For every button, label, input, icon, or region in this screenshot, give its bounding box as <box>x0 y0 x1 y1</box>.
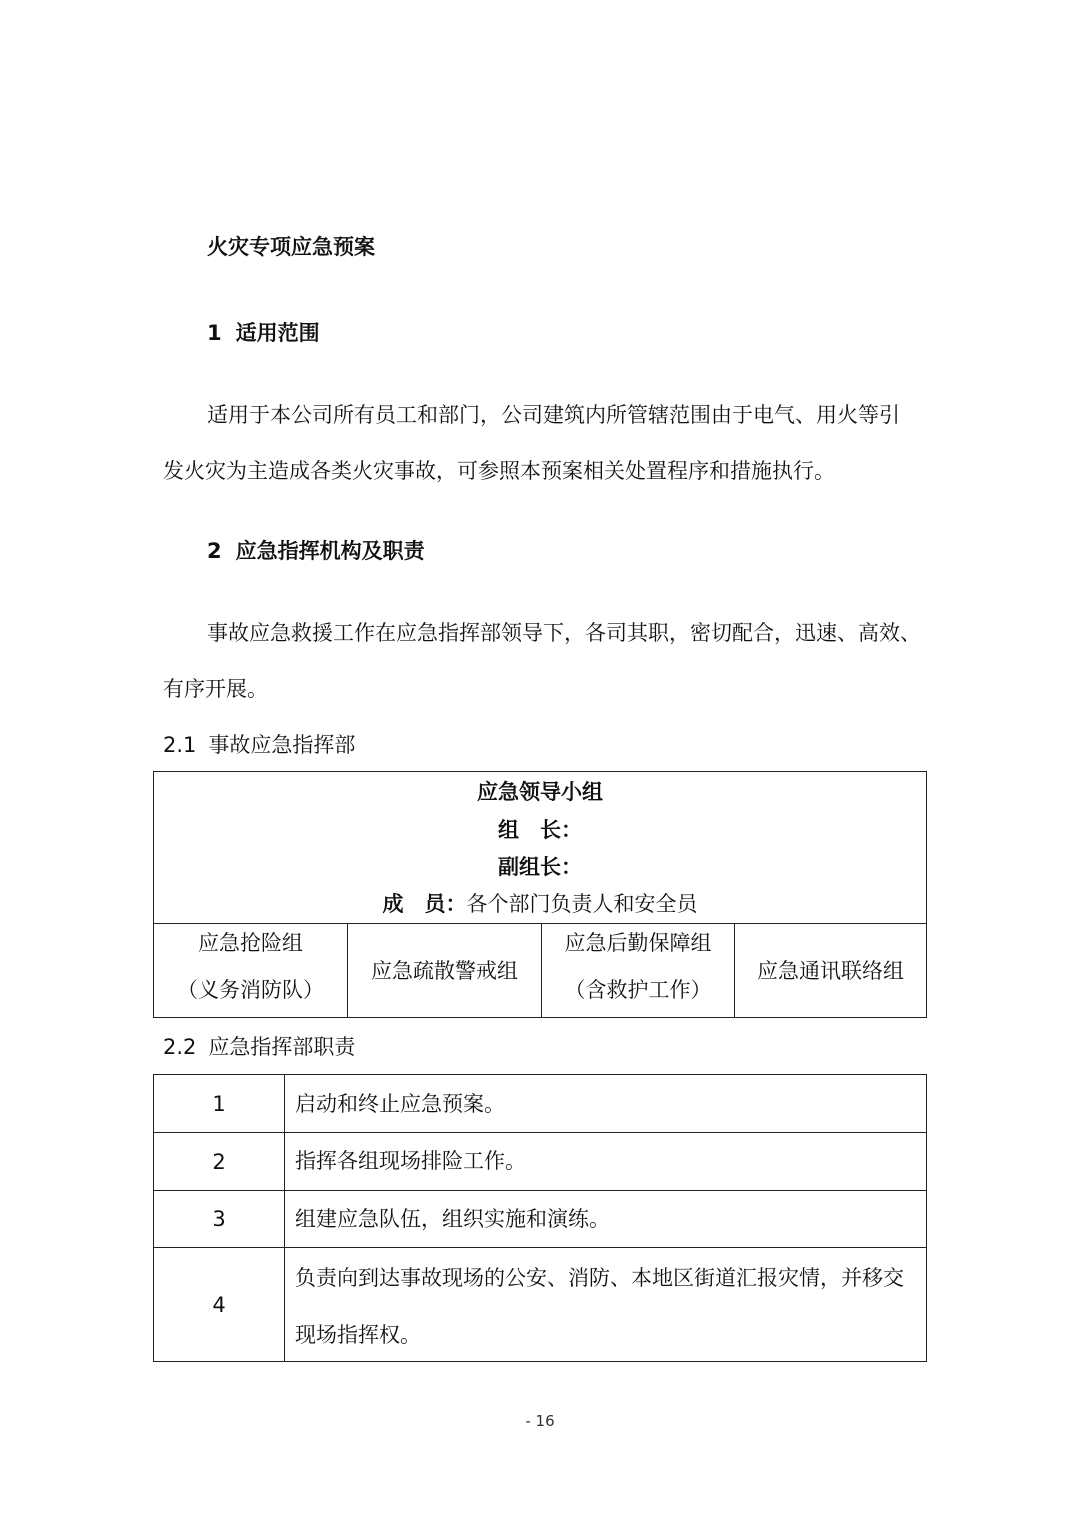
page-number: - 16 <box>525 1412 555 1430</box>
deputy-leader-row: 副组长： <box>498 855 582 879</box>
subsection-2-1-number: 2.1 <box>163 733 197 757</box>
section-1-paragraph-line-1: 适用于本公司所有员工和部门，公司建筑内所管辖范围由于电气、用火等引 <box>207 403 900 427</box>
duty-text-line-2: 现场指挥权。 <box>295 1323 421 1347</box>
team-evacuation-cell <box>347 923 541 1017</box>
section-2-title: 应急指挥机构及职责 <box>235 539 425 563</box>
team-communication-name: 应急通讯联络组 <box>757 959 904 983</box>
subsection-2-1-title: 事故应急指挥部 <box>208 733 356 757</box>
subsection-2-1-heading <box>163 730 355 760</box>
section-2-paragraph-line-2: 有序开展。 <box>163 677 268 701</box>
leadership-group-cell <box>154 772 926 924</box>
members-row <box>154 889 926 919</box>
duty-number: 1 <box>154 1075 285 1132</box>
duty-text-line-1: 负责向到达事故现场的公安、消防、本地区街道汇报灾情，并移交 <box>295 1266 904 1290</box>
duty-text-cell <box>285 1133 926 1190</box>
table-row <box>154 1190 926 1247</box>
section-2-paragraph-line-1: 事故应急救援工作在应急指挥部领导下，各司其职，密切配合，迅速、高效、 <box>207 621 921 645</box>
team-logistics-name: 应急后勤保障组 <box>564 931 712 955</box>
section-2-number: 2 <box>207 539 222 563</box>
leadership-group-title: 应急领导小组 <box>477 780 603 804</box>
duty-number: 2 <box>154 1133 285 1190</box>
subsection-2-2-number: 2.2 <box>163 1035 197 1059</box>
duty-text-cell <box>285 1248 926 1361</box>
duty-text-cell <box>285 1191 926 1247</box>
document-title: 火灾专项应急预案 <box>207 235 375 259</box>
team-logistics-cell <box>541 923 734 1017</box>
command-duties-table <box>153 1074 927 1362</box>
members-value: 各个部门负责人和安全员 <box>466 892 698 916</box>
duty-text: 启动和终止应急预案。 <box>295 1092 505 1116</box>
section-1-title: 适用范围 <box>235 321 320 345</box>
team-evacuation-name: 应急疏散警戒组 <box>371 959 518 983</box>
table-row <box>154 1247 926 1361</box>
table-row <box>154 1075 926 1132</box>
subsection-2-2-heading <box>163 1032 355 1062</box>
team-communication-cell <box>734 923 926 1017</box>
team-rescue-cell <box>154 923 347 1017</box>
table-row <box>154 1132 926 1190</box>
section-1-number: 1 <box>207 321 222 345</box>
team-rescue-name: 应急抢险组 <box>198 931 303 955</box>
duty-number: 3 <box>154 1191 285 1247</box>
duty-text: 组建应急队伍，组织实施和演练。 <box>295 1207 610 1231</box>
team-rescue-note: （义务消防队） <box>177 978 324 1002</box>
subsection-2-2-title: 应急指挥部职责 <box>208 1035 356 1059</box>
emergency-organization-table <box>153 771 927 1018</box>
members-label: 成 员： <box>382 892 467 916</box>
duty-number: 4 <box>154 1248 285 1361</box>
section-1-heading <box>207 318 320 348</box>
duty-text: 指挥各组现场排险工作。 <box>295 1149 526 1173</box>
team-logistics-note: （含救护工作） <box>564 978 712 1002</box>
duty-text-cell <box>285 1075 926 1132</box>
section-2-heading <box>207 536 425 566</box>
section-1-paragraph-line-2: 发火灾为主造成各类火灾事故，可参照本预案相关处置程序和措施执行。 <box>163 459 835 483</box>
group-leader-row: 组 长： <box>498 818 582 842</box>
